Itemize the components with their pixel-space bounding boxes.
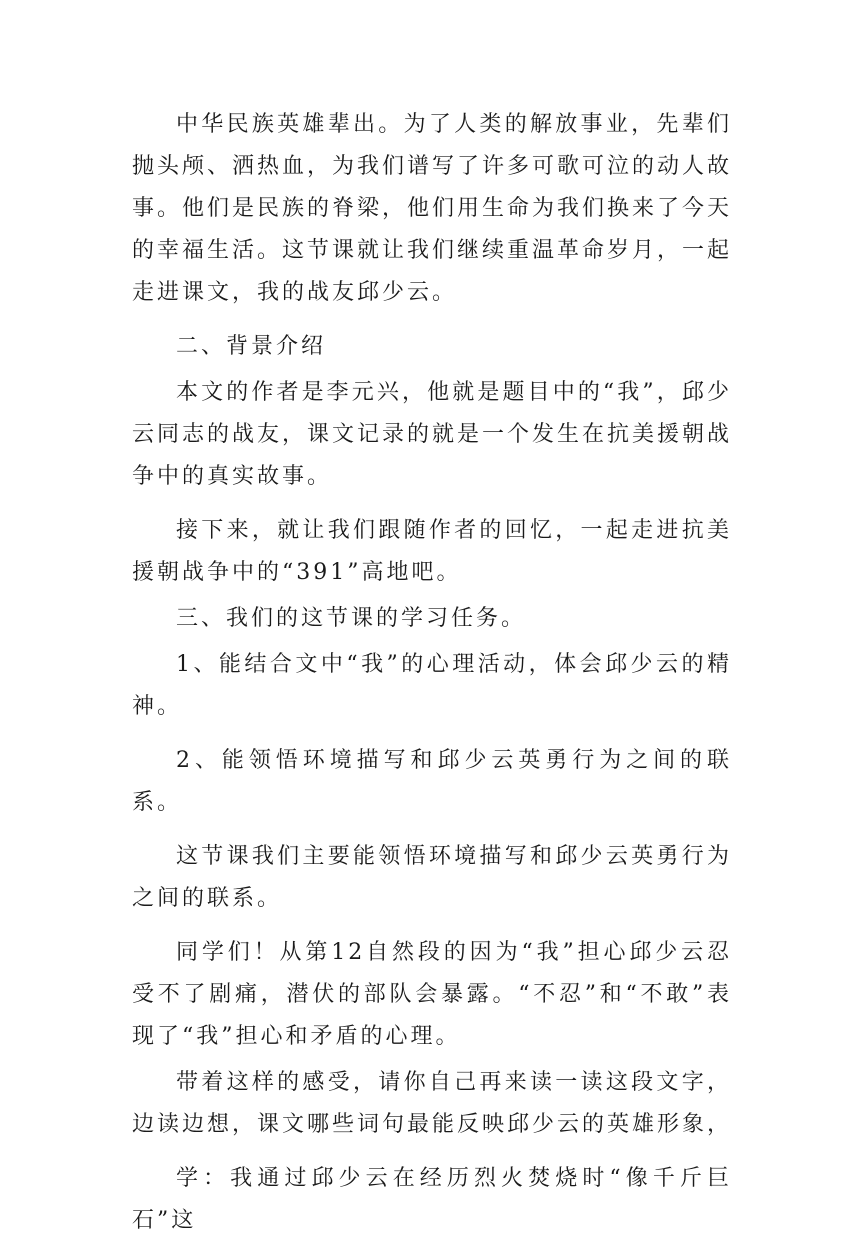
heading-tasks: 三、我们的这节课的学习任务。 xyxy=(176,606,527,631)
document-body xyxy=(132,104,732,1254)
paragraph-intro: 中华民族英雄辈出。为了人类的解放事业，先辈们抛头颅、洒热血，为我们谱写了许多可歌可泣的动人故事。他们是民族的脊梁，他们用生命为我们换来了今天的幸福生活。这节课就让我们继续重温革命岁月，一起走进课文，我的战友邱少云。 xyxy=(132,112,733,305)
task-item-1: 1、能结合文中“我”的心理活动，体会邱少云的精神。 xyxy=(132,652,732,719)
paragraph-student-answer: 学：我通过邱少云在经历烈火焚烧时“像千斤巨石”这 xyxy=(132,1166,732,1233)
paragraph-next: 接下来，就让我们跟随作者的回忆，一起走进抗美援朝战争中的“391”高地吧。 xyxy=(132,518,732,585)
heading-background: 二、背景介绍 xyxy=(176,334,327,359)
paragraph-focus: 这节课我们主要能领悟环境描写和邱少云英勇行为之间的联系。 xyxy=(132,844,732,911)
task-item-2: 2、能领悟环境描写和邱少云英勇行为之间的联系。 xyxy=(132,748,732,815)
paragraph-students: 同学们！从第12自然段的因为“我”担心邱少云忍受不了剧痛，潜伏的部队会暴露。“不忍”和“不敢”表现了“我”担心和矛盾的心理。 xyxy=(132,940,732,1049)
paragraph-author: 本文的作者是李元兴，他就是题目中的“我”，邱少云同志的战友，课文记录的就是一个发生在抗美援朝战争中的真实故事。 xyxy=(132,380,733,489)
paragraph-reading: 带着这样的感受，请你自己再来读一读这段文字，边读边想，课文哪些词句最能反映邱少云的英雄形象， xyxy=(132,1070,733,1137)
